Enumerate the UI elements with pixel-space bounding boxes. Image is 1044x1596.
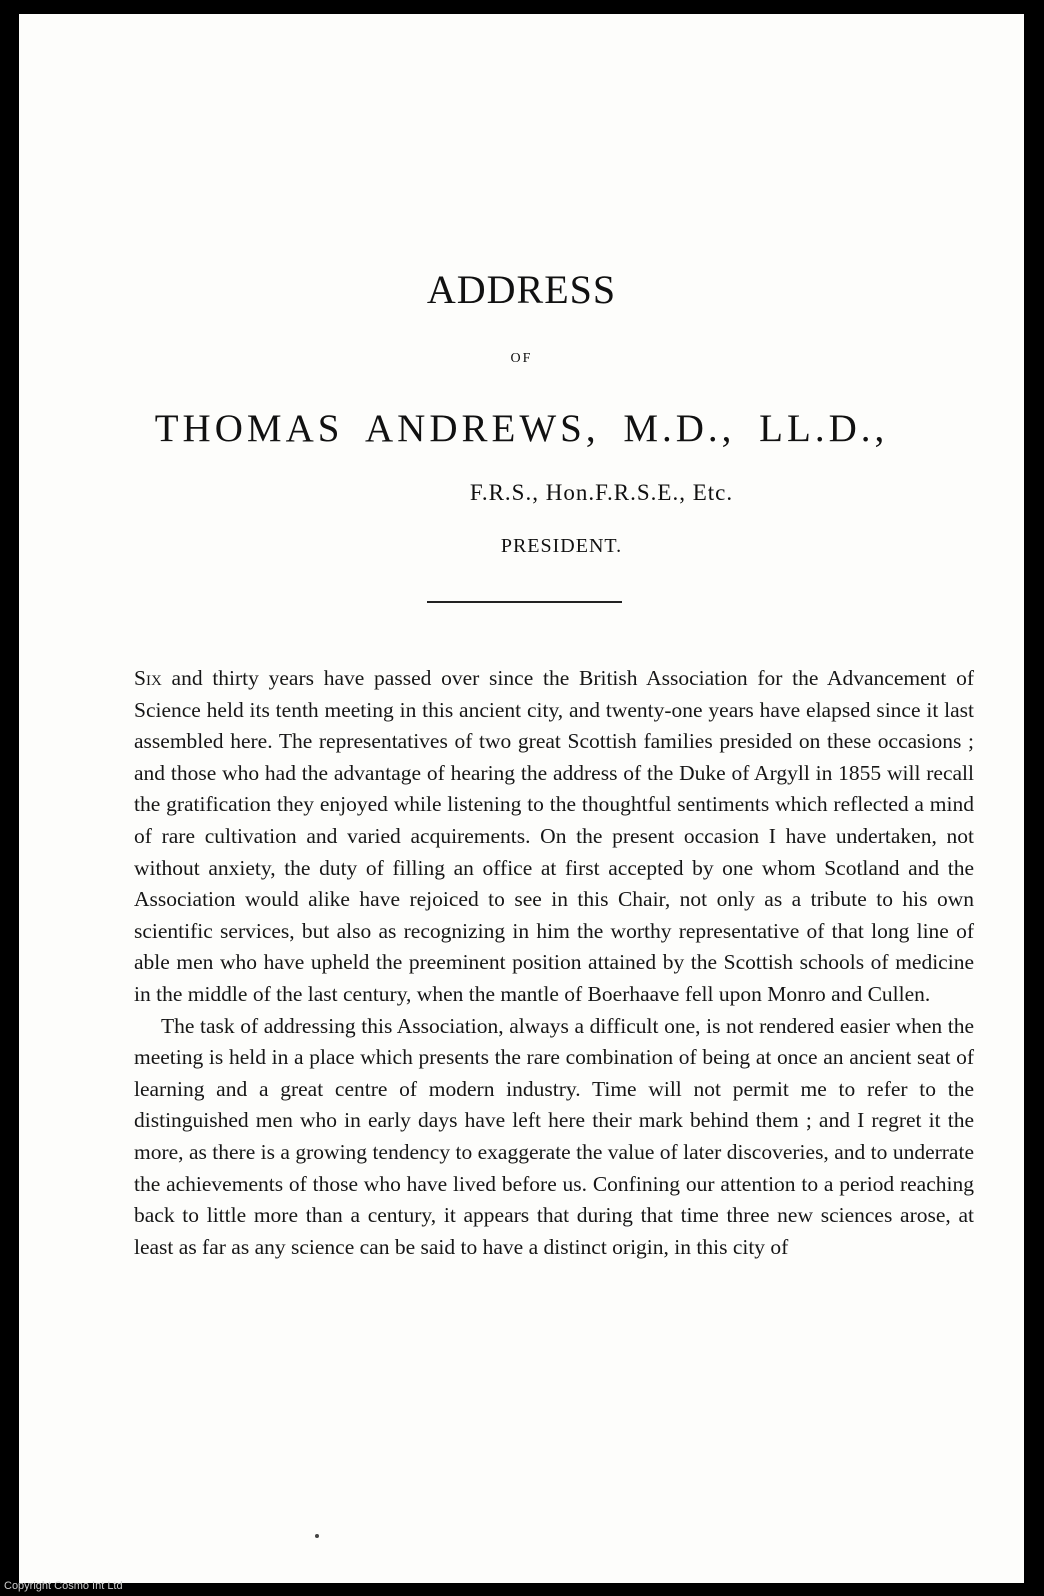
author-name: THOMAS ANDREWS, M.D., LL.D., [154, 407, 889, 450]
copyright-notice: Copyright Cosmo Int Ltd [4, 1580, 123, 1592]
author-role: PRESIDENT. [500, 535, 623, 557]
divider-rule [427, 601, 622, 603]
paragraph-1-text: and thirty years have passed over since the British Association for the Advancement of Science held its tenth meeting in this ancient city, and twenty-one years have elapsed since it last assembled here. The representatives of two great Scottish families presided on these occasions ; and those who had the advantage of hearing the address of the Duke of Argyll in 1855 will recall the gratification they enjoyed while listening to the thoughtful sentiments which reflected a mind of rare cultivation and varied acquirements. On the present occasion I have undertaken, not without anxiety, the duty of filling an office at first accepted by one whom Scotland and the Association would alike have rejoiced to see in this Chair, not only as a tribute to his own scientific services, but also as recognizing in him the worthy representative of that long line of able men who have upheld the preeminent position attained by the Scottish schools of medicine in the middle of the last century, when the mantle of Boerhaave fell upon Monro and Cullen. [134, 666, 974, 1006]
of-label: OF [510, 351, 533, 366]
page-speck [315, 1534, 319, 1538]
address-body [134, 663, 974, 1263]
paragraph-1 [134, 663, 974, 1011]
author-credentials: F.R.S., Hon.F.R.S.E., Etc. [469, 480, 734, 505]
paragraph-1-lead: Six [134, 666, 162, 690]
paragraph-2: The task of addressing this Association, always a difficult one, is not rendered easier when the meeting is held in a place which presents the rare combination of being at once an ancient seat of learning and a great centre of modern industry. Time will not permit me to refer to the distinguished men who in early days have left here their mark behind them ; and I regret it the more, as there is a growing tendency to exaggerate the value of later discoveries, and to underrate the achievements of those who have lived before us. Confining our attention to a period reaching back to little more than a century, it appears that during that time three new sciences arose, at least as far as any science can be said to have a distinct origin, in this city of [134, 1013, 974, 1259]
document-page [19, 14, 1024, 1583]
address-title: ADDRESS [426, 267, 617, 312]
